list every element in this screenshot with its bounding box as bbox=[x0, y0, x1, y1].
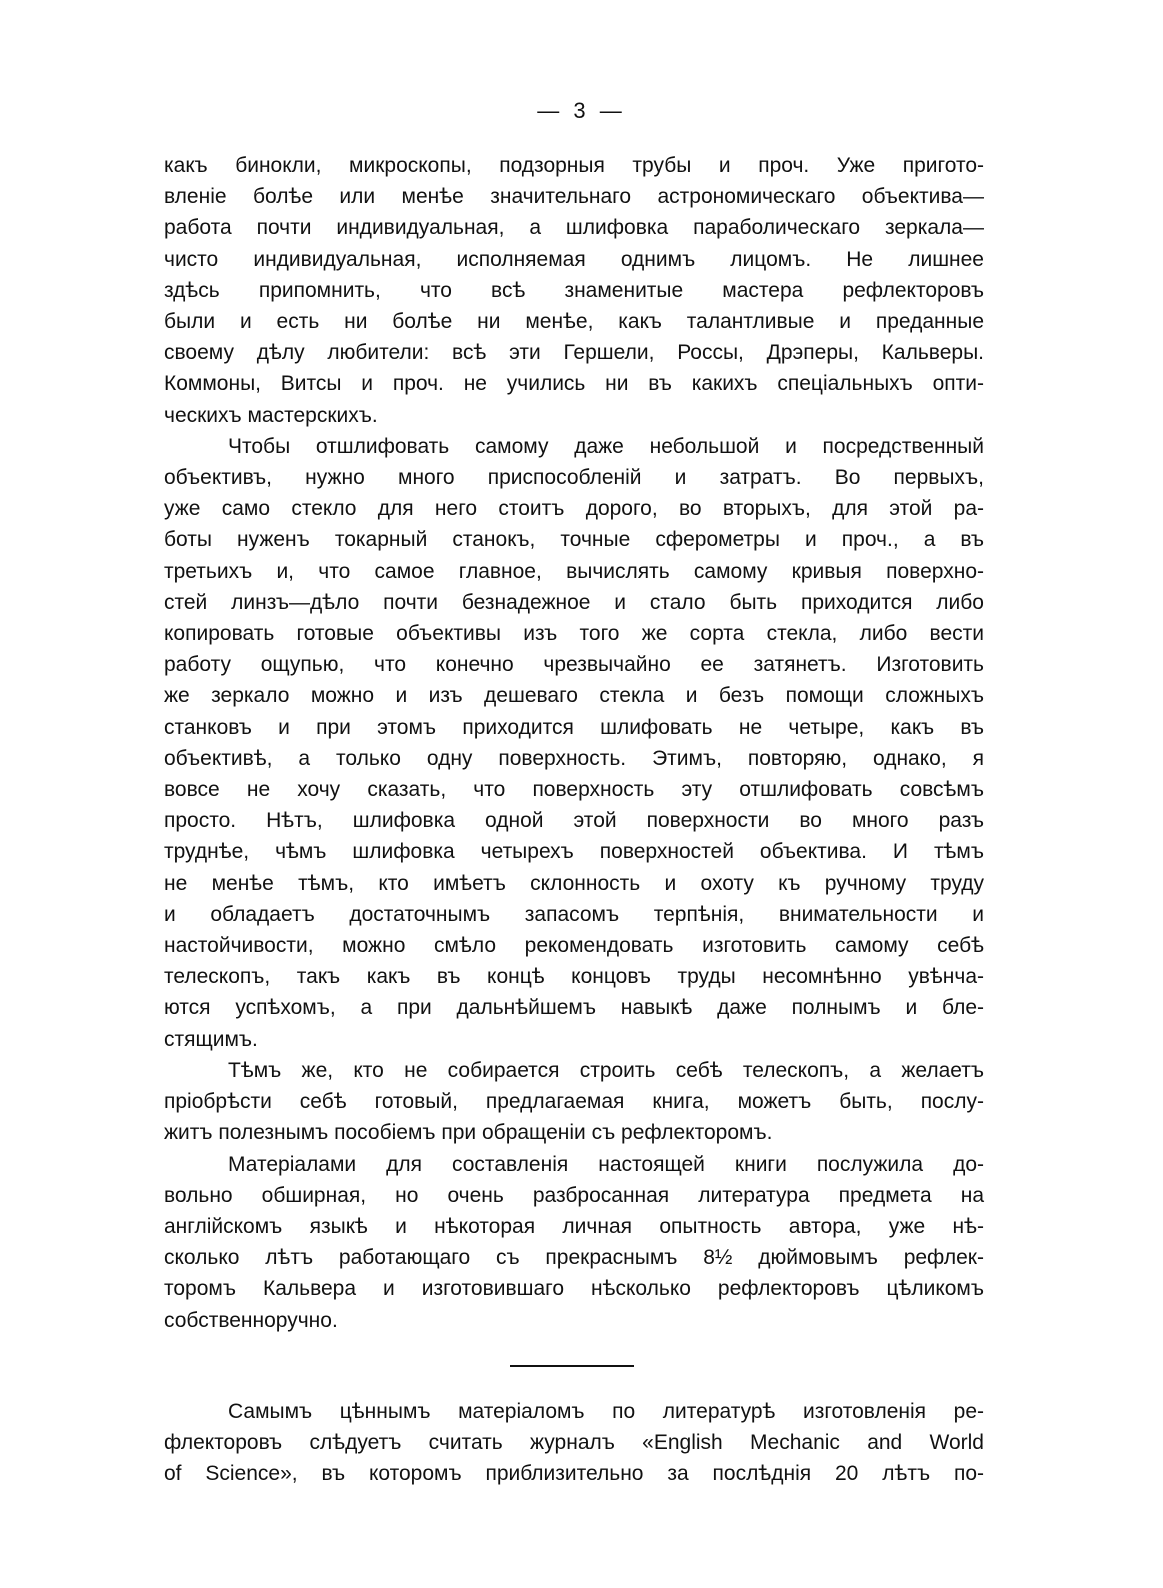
text-line: не менѣе тѣмъ, кто имѣетъ склонность и охоту къ ручному труду bbox=[164, 871, 984, 895]
text-line: вовсе не хочу сказать, что поверхность эту отшлифовать совсѣмъ bbox=[164, 778, 984, 802]
text-line: третьихъ и, что самое главное, вычислять самому кривыя поверхно- bbox=[164, 559, 984, 583]
text-line: собственноручно. bbox=[164, 1308, 338, 1332]
text-line: торомъ Кальвера и изготовившаго нѣсколько рефлекторовъ цѣликомъ bbox=[164, 1277, 984, 1301]
text-line: сколько лѣтъ работающаго съ прекраснымъ 8½ дюймовымъ рефлек- bbox=[164, 1246, 984, 1270]
text-line: житъ полезнымъ пособіемъ при обращеніи съ рефлекторомъ. bbox=[164, 1121, 773, 1145]
page-number: — 3 — bbox=[537, 98, 626, 123]
paragraph-2 bbox=[164, 431, 984, 1055]
text-line: и обладаетъ достаточнымъ запасомъ терпѣнія, внимательности и bbox=[164, 902, 984, 926]
text-line: стящимъ. bbox=[164, 1027, 258, 1051]
text-line: станковъ и при этомъ приходится шлифовать не четыре, какъ въ bbox=[164, 715, 984, 739]
text-line: вольно обширная, но очень разбросанная литература предмета на bbox=[164, 1183, 984, 1207]
text-line: of Science», въ которомъ приблизительно за послѣднія 20 лѣтъ по- bbox=[164, 1462, 984, 1486]
text-line: англійскомъ языкѣ и нѣкоторая личная опытность автора, уже нѣ- bbox=[164, 1214, 984, 1238]
text-line: копировать готовые объективы изъ того же сорта стекла, либо вести bbox=[164, 622, 984, 646]
text-line: были и есть ни болѣе ни менѣе, какъ талантливые и преданные bbox=[164, 310, 984, 334]
text-line: объективъ, нужно много приспособленій и затратъ. Во первыхъ, bbox=[164, 466, 984, 490]
text-line: работу ощупью, что конечно чрезвычайно ее затянетъ. Изготовить bbox=[164, 653, 984, 677]
text-line: Самымъ цѣннымъ матеріаломъ по литературѣ изготовленія ре- bbox=[228, 1399, 984, 1423]
text-line: Матеріалами для составленія настоящей книги послужила до- bbox=[228, 1152, 984, 1176]
text-line: уже само стекло для него стоитъ дорого, во вторыхъ, для этой ра- bbox=[164, 497, 984, 521]
text-line: просто. Нѣтъ, шлифовка одной этой поверхности во много разъ bbox=[164, 809, 984, 833]
text-line: флекторовъ слѣдуетъ считать журналъ «English Mechanic and World bbox=[164, 1430, 984, 1454]
separator-rule bbox=[510, 1365, 634, 1367]
text-line: боты нуженъ токарный станокъ, точные сферометры и проч., а въ bbox=[164, 528, 984, 552]
text-line: ются успѣхомъ, а при дальнѣйшемъ навыкѣ даже полнымъ и бле- bbox=[164, 996, 984, 1020]
paragraph-1 bbox=[164, 150, 984, 431]
text-line: пріобрѣсти себѣ готовый, предлагаемая книга, можетъ быть, послу- bbox=[164, 1090, 984, 1114]
text-line: ческихъ мастерскихъ. bbox=[164, 403, 378, 427]
text-line: работа почти индивидуальная, а шлифовка параболическаго зеркала— bbox=[164, 216, 984, 240]
text-line: стей линзъ—дѣло почти безнадежное и стало быть приходится либо bbox=[164, 590, 984, 614]
paragraph-5 bbox=[164, 1396, 984, 1490]
text-line: чисто индивидуальная, исполняемая однимъ лицомъ. Не лишнее bbox=[164, 247, 984, 271]
paragraph-3 bbox=[164, 1055, 984, 1149]
text-line: здѣсь припомнить, что всѣ знаменитые мастера рефлекторовъ bbox=[164, 278, 984, 302]
text-line: Чтобы отшлифовать самому даже небольшой и посредственный bbox=[228, 434, 984, 458]
text-line: своему дѣлу любители: всѣ эти Гершели, Россы, Дрэперы, Кальверы. bbox=[164, 341, 984, 365]
text-line: труднѣе, чѣмъ шлифовка четырехъ поверхностей объектива. И тѣмъ bbox=[164, 840, 984, 864]
paragraph-4 bbox=[164, 1149, 984, 1336]
text-line: же зеркало можно и изъ дешеваго стекла и безъ помощи сложныхъ bbox=[164, 684, 984, 708]
text-line: Коммоны, Витсы и проч. не учились ни въ какихъ спеціальныхъ опти- bbox=[164, 372, 984, 396]
text-line: Тѣмъ же, кто не собирается строить себѣ телескопъ, а желаетъ bbox=[228, 1058, 984, 1082]
section-separator bbox=[164, 1336, 984, 1396]
text-line: объективѣ, а только одну поверхность. Этимъ, повторяю, однако, я bbox=[164, 746, 984, 770]
text-line: какъ бинокли, микроскопы, подзорныя трубы и проч. Уже пригото- bbox=[164, 154, 984, 177]
text-line: настойчивости, можно смѣло рекомендовать изготовить самому себѣ bbox=[164, 934, 984, 958]
text-line: телескопъ, такъ какъ въ концѣ концовъ труды несомнѣнно увѣнча- bbox=[164, 965, 984, 989]
text-line: вленіе болѣе или менѣе значительнаго астрономическаго объектива— bbox=[164, 185, 984, 209]
body-text bbox=[164, 150, 984, 1489]
